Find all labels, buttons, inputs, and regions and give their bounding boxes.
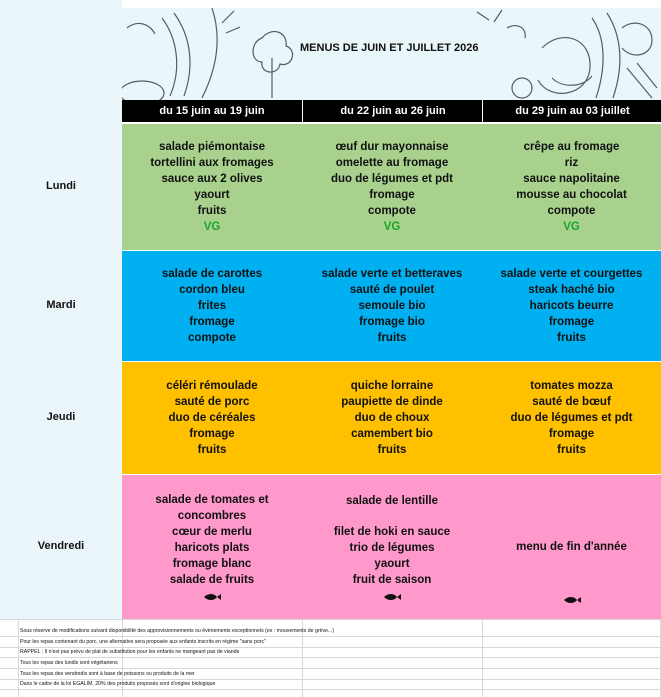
menu-item: fromage: [548, 316, 595, 328]
menu-item: fromage: [369, 189, 415, 201]
day-row-0: [122, 124, 661, 250]
menu-item: salade de fruits: [169, 574, 255, 586]
menu-item: sauté de poulet: [349, 284, 435, 296]
menu-item: duo de céréales: [168, 412, 256, 424]
menu-item: salade verte et courgettes: [500, 268, 643, 280]
day-label-3: Vendredi: [37, 540, 85, 552]
menu-item: riz: [564, 157, 579, 169]
menu-item: fruits: [377, 444, 407, 456]
menu-item: compote: [368, 205, 416, 217]
menu-item: camembert bio: [351, 428, 433, 440]
grid-line: [0, 647, 661, 648]
day-row-2: [122, 362, 661, 474]
menu-cell: [302, 251, 482, 361]
day-label-2: Jeudi: [46, 411, 76, 423]
grid-line: [18, 619, 19, 697]
fish-icon: [382, 592, 402, 602]
menu-cell: [482, 124, 661, 250]
menu-item: sauce aux 2 olives: [161, 173, 263, 185]
menu-item: fromage: [189, 316, 235, 328]
menu-item: haricots plats: [174, 542, 250, 554]
vegetarian-tag: VG: [203, 221, 221, 233]
menu-item: compote: [188, 332, 236, 344]
menu-item: yaourt: [374, 557, 410, 570]
menu-item: salade verte et betteraves: [321, 268, 463, 280]
note-line: Tous les repas des vendredis sont à base de poissons ou produits de la mer: [20, 671, 195, 677]
menu-item: salade de tomates et: [155, 494, 269, 506]
day-label-1: Mardi: [46, 299, 76, 311]
menu-cell: [302, 124, 482, 250]
note-line: Pour les repas contenant du porc, une alternative sera proposée aux enfants inscrits en régime "sans porc": [20, 639, 266, 645]
grid-line: [0, 668, 661, 669]
day-row-3: [122, 475, 661, 619]
menu-item: salade piémontaise: [158, 141, 266, 153]
menu-cell: [122, 251, 302, 361]
menu-item: tomates mozza: [530, 380, 613, 392]
menu-item: œuf dur mayonnaise: [335, 141, 449, 153]
menu-cell: [482, 251, 661, 361]
menu-item: cœur de merlu: [172, 526, 252, 538]
menu-item: salade de carottes: [161, 268, 263, 280]
menu-item: omelette au fromage: [335, 157, 449, 169]
menu-item: fruits: [377, 332, 407, 344]
menu-item: trio de légumes: [349, 541, 435, 554]
note-line: RAPPEL : Il n'est pas prévu de plat de substitution pour les enfants ne mangeant pas de viande: [20, 649, 240, 655]
menu-item: semoule bio: [358, 300, 426, 312]
menu-cell: [122, 362, 302, 474]
note-line: Sous réserve de modifications suivant disponibilité des approvisionnements ou évènements exceptionnels (ex : mouvements de grève...): [20, 628, 335, 634]
menu-item: duo de choux: [354, 412, 430, 424]
menu-item: fruits: [557, 444, 586, 456]
menu-item: menu de fin d'année: [516, 541, 627, 553]
menu-item: concombres: [177, 510, 247, 522]
grid-line: [0, 689, 661, 690]
menu-item: cordon bleu: [179, 284, 245, 296]
menu-item: filet de hoki en sauce: [333, 525, 451, 538]
grid-line: [0, 679, 661, 680]
header-banner: [122, 8, 661, 100]
menu-item: steak haché bio: [528, 284, 615, 296]
notes-top-rule: [0, 619, 661, 620]
vegetarian-tag: VG: [563, 221, 580, 233]
menu-item: mousse au chocolat: [516, 189, 627, 201]
menu-cell: [122, 475, 302, 619]
menu-item: tortellini aux fromages: [150, 157, 274, 169]
grid-line: [0, 636, 661, 637]
menu-item: fruits: [197, 444, 227, 456]
week-header-2: du 22 juin au 26 juin: [302, 100, 483, 122]
menu-item: fromage bio: [359, 316, 425, 328]
menu-item: fromage: [189, 428, 235, 440]
menu-cell: [482, 362, 661, 474]
note-line: Dans le cadre de la loi EGALIM, 20% des produits proposés sont d'origine biologique: [20, 681, 216, 687]
menu-item: fromage blanc: [172, 558, 252, 570]
menu-item: sauté de porc: [174, 396, 250, 408]
menu-item: sauce napolitaine: [523, 173, 620, 185]
menu-item: duo de légumes et pdt: [510, 412, 633, 424]
grid-line: [482, 619, 483, 697]
menu-cell: [302, 475, 482, 619]
menu-cell: [482, 475, 661, 619]
menu-cell: [302, 362, 482, 474]
fish-icon: [562, 595, 582, 605]
menu-item: paupiette de dinde: [341, 396, 443, 408]
menu-item: yaourt: [194, 189, 230, 201]
menu-item: fruits: [197, 205, 227, 217]
day-row-1: [122, 251, 661, 361]
menu-item: sauté de bœuf: [532, 396, 611, 408]
menu-item: haricots beurre: [529, 300, 614, 312]
vegetarian-tag: VG: [383, 221, 401, 233]
page-title: MENUS DE JUIN ET JUILLET 2026: [300, 42, 479, 54]
menu-item: frites: [197, 300, 227, 312]
menu-item: duo de légumes et pdt: [330, 173, 454, 185]
menu-cell: [122, 124, 302, 250]
week-header-1: du 15 juin au 19 juin: [122, 100, 302, 122]
menu-item: crêpe au fromage: [523, 141, 620, 153]
fish-icon: [202, 592, 222, 602]
menu-item: fromage: [548, 428, 595, 440]
menu-item: compote: [547, 205, 596, 217]
grid-line: [0, 657, 661, 658]
menu-item: fruit de saison: [352, 573, 432, 586]
vegetable-illustration: [122, 8, 661, 100]
menu-item: salade de lentille: [345, 494, 439, 507]
menu-item: fruits: [557, 332, 586, 344]
note-line: Tous les repas des lundis sont végétariens: [20, 660, 118, 666]
day-label-0: Lundi: [46, 180, 76, 192]
menu-item: céléri rémoulade: [166, 380, 258, 392]
week-header-3: du 29 juin au 03 juillet: [482, 100, 661, 122]
menu-item: quiche lorraine: [350, 380, 434, 392]
